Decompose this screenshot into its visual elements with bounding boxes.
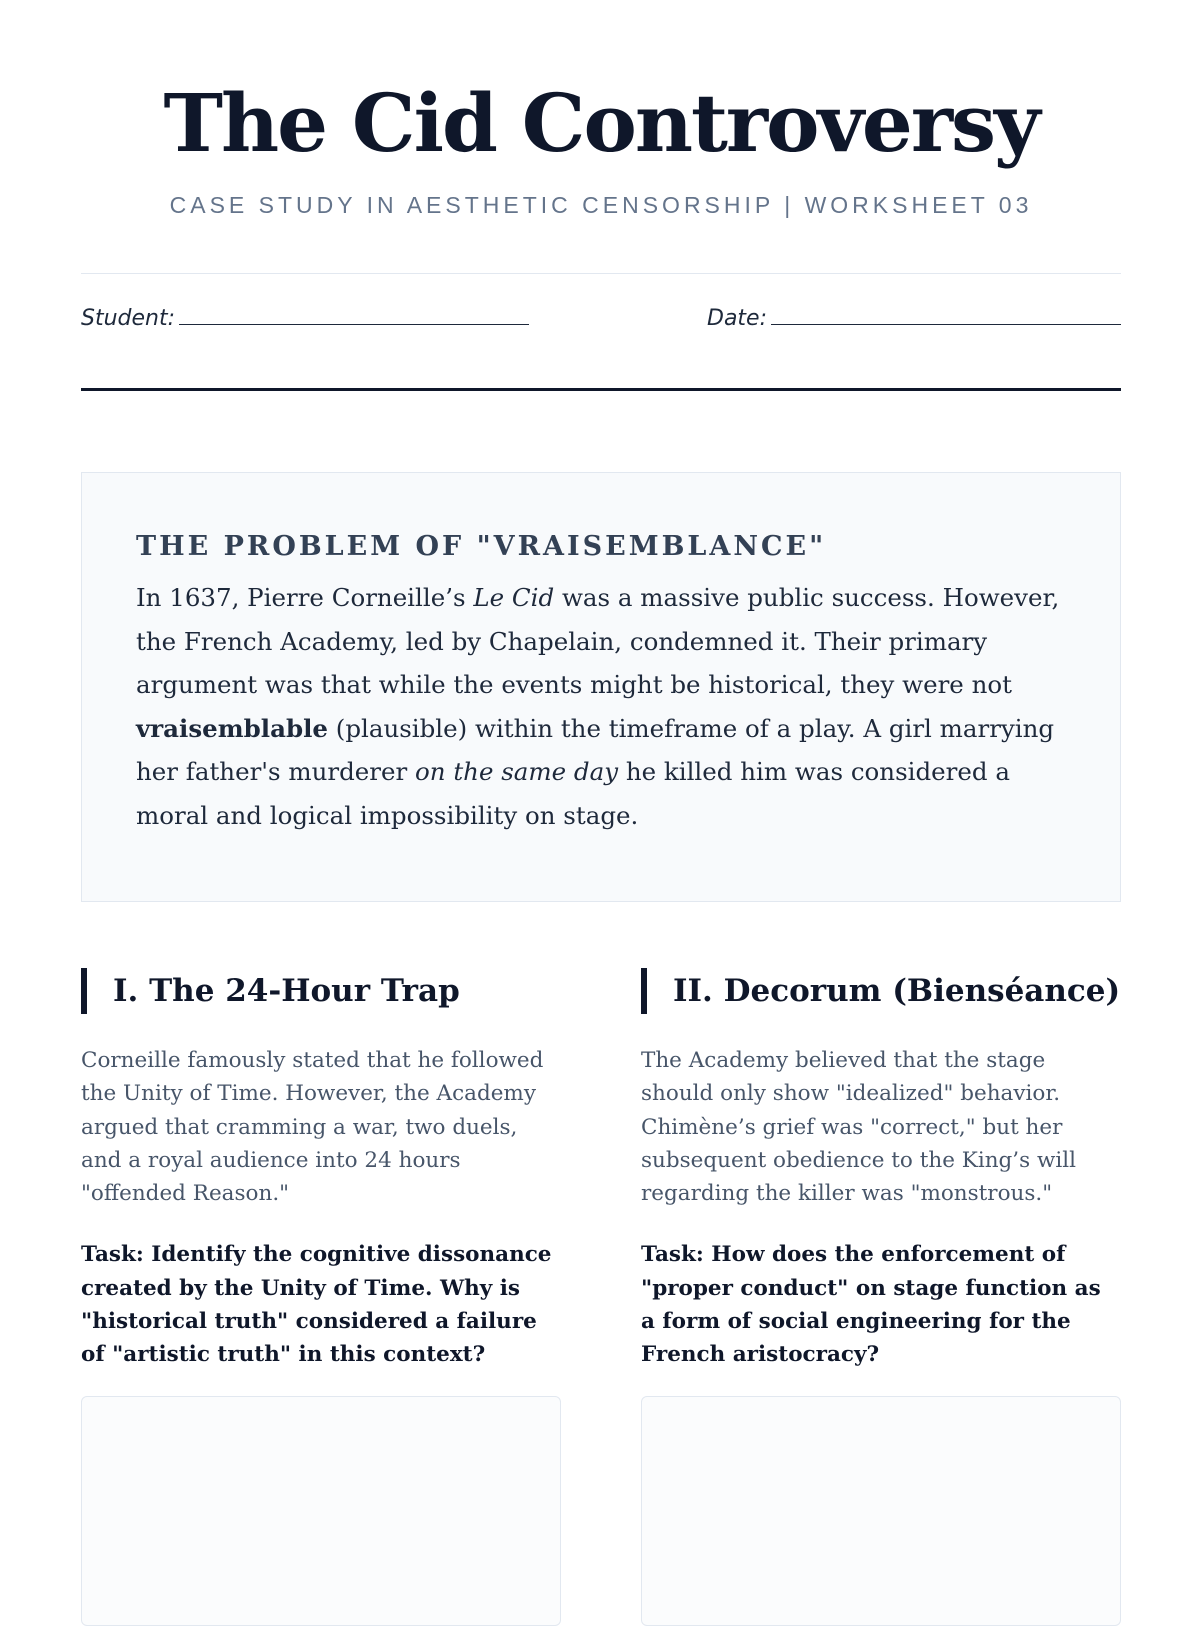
intro-text-part: In 1637, Pierre Corneille’s bbox=[136, 583, 474, 612]
intro-text-italic: Le Cid bbox=[473, 583, 555, 612]
section-task: Task: How does the enforcement of "proper conduct" on stage function as a form of social engineering for the French aristocracy? bbox=[641, 1242, 1101, 1368]
date-label: Date: bbox=[707, 306, 767, 331]
page-subtitle: CASE STUDY IN AESTHETIC CENSORSHIP | WORKSHEET 03 bbox=[169, 192, 1033, 218]
worksheet-page bbox=[81, 0, 1121, 1368]
page-title: The Cid Controversy bbox=[163, 76, 1039, 170]
section-heading: I. The 24-Hour Trap bbox=[81, 968, 561, 1014]
intro-text-part: (plausible) within the timeframe of a play. A girl marrying her father's murderer bbox=[136, 713, 1055, 786]
student-label: Student: bbox=[81, 306, 176, 331]
intro-heading: THE PROBLEM OF "VRAISEMBLANCE" bbox=[136, 531, 827, 562]
header-divider bbox=[81, 273, 1121, 274]
intro-box bbox=[81, 472, 1121, 902]
section-task: Task: Identify the cognitive dissonance created by the Unity of Time. Why is "historical truth" considered a failure of "artistic truth" in this context? bbox=[81, 1242, 552, 1368]
section-body: Corneille famously stated that he followed the Unity of Time. However, the Academy argued that cramming a war, two duels, and a royal audience into 24 hours "offended Reason." bbox=[81, 1048, 544, 1207]
student-blank-line[interactable] bbox=[179, 304, 529, 325]
answer-box-decorum[interactable] bbox=[641, 1396, 1121, 1626]
section-decorum bbox=[641, 968, 1121, 1372]
date-field[interactable] bbox=[707, 304, 1121, 331]
student-field[interactable] bbox=[81, 304, 529, 331]
intro-text-part: was a massive public success. However, the French Academy, led by Chapelain, condemned it. Their primary argument was that while the events might be historical, they were not bbox=[136, 583, 1060, 699]
section-heading: II. Decorum (Bienséance) bbox=[641, 968, 1121, 1014]
answer-box-24-hour-trap[interactable] bbox=[81, 1396, 561, 1626]
intro-text-part: he killed him was considered a moral and logical impossibility on stage. bbox=[136, 757, 1010, 830]
section-body: The Academy believed that the stage should only show "idealized" behavior. Chimène’s grief was "correct," but her subsequent obedience to the King’s will regarding the killer was "monstrous." bbox=[641, 1048, 1077, 1207]
section-24-hour-trap bbox=[81, 968, 561, 1372]
intro-text-italic: on the same day bbox=[415, 757, 619, 786]
date-blank-line[interactable] bbox=[771, 304, 1121, 325]
intro-text bbox=[136, 576, 1066, 837]
intro-text-bold: vraisemblable bbox=[136, 713, 328, 743]
meta-divider bbox=[81, 388, 1121, 391]
